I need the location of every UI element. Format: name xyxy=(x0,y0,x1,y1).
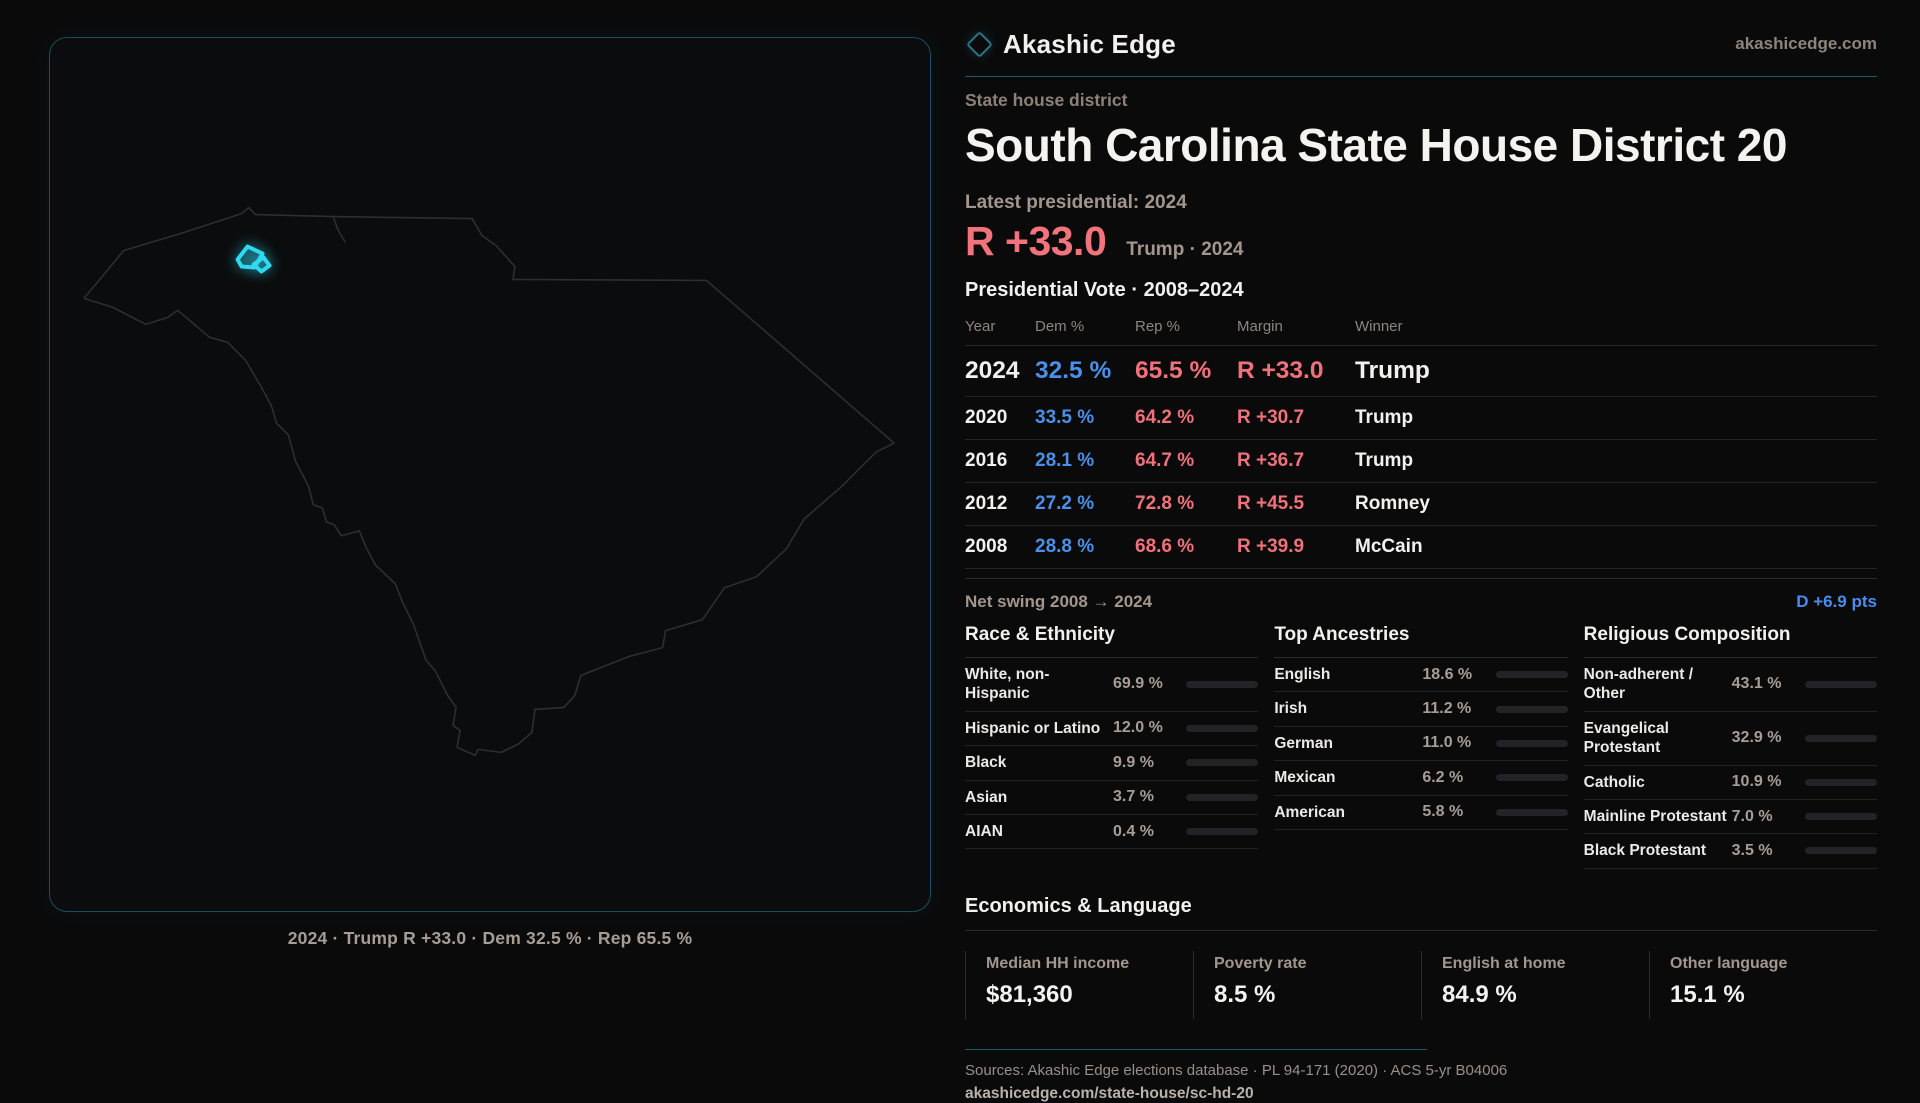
vote-header-cell: Dem % xyxy=(1035,318,1085,335)
state-outline xyxy=(84,208,894,756)
vote-year: 2016 xyxy=(965,450,1008,471)
vote-header-cell: Margin xyxy=(1237,318,1283,335)
vote-rep-pct: 68.6 % xyxy=(1135,536,1195,557)
demographic-bar xyxy=(1805,681,1877,688)
economics-stat xyxy=(1421,951,1649,1019)
demographic-value: 3.7 % xyxy=(1113,788,1154,806)
vote-rep-pct: 64.7 % xyxy=(1135,450,1195,471)
demographic-row xyxy=(1274,761,1567,795)
demographic-bar xyxy=(1496,671,1568,678)
demographic-column-title: Top Ancestries xyxy=(1274,624,1567,658)
demographic-bar xyxy=(1496,740,1568,747)
economics-stat-label: Poverty rate xyxy=(1214,954,1307,972)
south-carolina-map-svg xyxy=(50,38,930,911)
vote-rep-pct: 65.5 % xyxy=(1135,357,1212,384)
vote-year: 2024 xyxy=(965,357,1020,384)
vote-year: 2008 xyxy=(965,536,1008,557)
demographic-label: Black xyxy=(965,754,1007,772)
demographic-label: Black Protestant xyxy=(1583,842,1706,860)
brand-domain-link[interactable]: akashicedge.com xyxy=(1735,34,1877,53)
footer xyxy=(965,1049,1877,1103)
demographic-value: 18.6 % xyxy=(1422,665,1473,683)
demographic-bar xyxy=(1186,794,1258,801)
latest-presidential-label: Latest presidential: 2024 xyxy=(965,192,1187,213)
demographic-row xyxy=(965,781,1258,815)
demographic-value: 43.1 % xyxy=(1731,675,1782,693)
demographic-row xyxy=(965,712,1258,746)
demographic-value: 7.0 % xyxy=(1731,807,1773,825)
vote-table-row xyxy=(965,397,1877,440)
demographic-label: English xyxy=(1274,666,1331,683)
vote-margin: R +30.7 xyxy=(1237,407,1305,428)
demographic-value: 0.4 % xyxy=(1113,822,1154,840)
demographic-bar xyxy=(1186,681,1258,688)
demographic-row xyxy=(1274,796,1567,830)
latest-margin-value: R +33.0 xyxy=(965,218,1107,264)
demographic-row xyxy=(1584,766,1877,800)
demographic-bar xyxy=(1805,779,1877,786)
page-title: South Carolina State House District 20 xyxy=(965,119,1787,171)
demographic-label: American xyxy=(1274,803,1345,821)
demographic-bar xyxy=(1805,735,1877,742)
demographic-value: 12.0 % xyxy=(1113,719,1163,737)
vote-dem-pct: 33.5 % xyxy=(1035,407,1095,428)
vote-table-header xyxy=(965,314,1877,346)
map-panel xyxy=(0,0,931,1080)
economics-stats-row xyxy=(965,951,1877,1019)
vote-year: 2012 xyxy=(965,493,1008,514)
vote-margin: R +39.9 xyxy=(1237,536,1305,557)
demographic-bar xyxy=(1186,828,1258,835)
economics-stat-value: $81,360 xyxy=(986,980,1073,1008)
economics-stat xyxy=(1649,951,1877,1019)
vote-header-cell: Year xyxy=(965,318,996,335)
demographic-column-title: Race & Ethnicity xyxy=(965,624,1258,658)
demographic-row xyxy=(1274,658,1567,692)
presidential-vote-table xyxy=(965,314,1877,579)
district-20-marker xyxy=(238,247,270,272)
vote-winner: McCain xyxy=(1355,536,1423,557)
economics-title: Economics & Language xyxy=(965,895,1877,931)
content-panel xyxy=(965,0,1877,1102)
vote-dem-pct: 28.8 % xyxy=(1035,536,1095,557)
demographic-label: Mainline Protestant xyxy=(1583,807,1727,825)
footer-divider xyxy=(965,1049,1427,1050)
demographic-row xyxy=(1584,658,1877,712)
demographic-column xyxy=(1584,624,1877,869)
demographic-value: 10.9 % xyxy=(1731,773,1782,791)
net-swing-row xyxy=(965,592,1877,612)
vote-dem-pct: 27.2 % xyxy=(1035,493,1095,514)
latest-margin-row xyxy=(965,218,1877,265)
demographic-row xyxy=(965,815,1258,849)
net-swing-label: Net swing 2008 → 2024 xyxy=(965,592,1153,611)
vote-dem-pct: 32.5 % xyxy=(1035,357,1112,384)
demographic-label: Non-adherent / Other xyxy=(1583,666,1694,703)
vote-table-row xyxy=(965,526,1877,569)
vote-table-title: Presidential Vote · 2008–2024 xyxy=(965,279,1244,301)
economics-stat-label: Median HH income xyxy=(986,954,1130,972)
demographic-column-title: Religious Composition xyxy=(1584,624,1877,658)
demographic-row xyxy=(1274,692,1567,726)
demographic-value: 9.9 % xyxy=(1113,753,1154,771)
demographic-label: AIAN xyxy=(965,822,1003,840)
economics-stat xyxy=(1193,951,1421,1019)
demographic-row xyxy=(965,658,1258,712)
district-map xyxy=(49,37,931,912)
demographic-value: 11.2 % xyxy=(1422,700,1472,718)
vote-header-cell: Winner xyxy=(1355,318,1403,335)
demographic-value: 69.9 % xyxy=(1113,675,1163,693)
vote-winner: Trump xyxy=(1355,357,1430,384)
economics-stat-label: Other language xyxy=(1670,954,1788,972)
demographic-bar xyxy=(1496,706,1568,713)
latest-margin-sub: Trump · 2024 xyxy=(1126,239,1244,260)
demographic-row xyxy=(1584,834,1877,868)
demographic-label: German xyxy=(1274,734,1333,752)
vote-margin: R +36.7 xyxy=(1237,450,1305,471)
vote-table-row xyxy=(965,483,1877,526)
demographic-column xyxy=(965,624,1258,869)
header-divider xyxy=(965,76,1877,77)
economics-stat-value: 15.1 % xyxy=(1670,980,1745,1008)
vote-dem-pct: 28.1 % xyxy=(1035,450,1095,471)
vote-margin: R +33.0 xyxy=(1237,357,1324,384)
demographic-column xyxy=(1274,624,1567,869)
sources-text: Sources: Akashic Edge elections database · PL 94-171 (2020) · ACS 5-yr B04006 xyxy=(965,1061,1508,1079)
demographic-label: Mexican xyxy=(1274,769,1336,787)
vote-rep-pct: 72.8 % xyxy=(1135,493,1195,514)
demographic-value: 6.2 % xyxy=(1422,768,1464,786)
eyebrow-label: State house district xyxy=(965,90,1128,110)
demographic-bar xyxy=(1496,809,1568,816)
demographic-label: Irish xyxy=(1274,700,1308,718)
demographic-label: Catholic xyxy=(1583,773,1645,791)
permalink-link[interactable]: akashicedge.com/state-house/sc-hd-20 xyxy=(965,1084,1254,1102)
vote-rep-pct: 64.2 % xyxy=(1135,407,1195,428)
demographic-row xyxy=(1584,800,1877,834)
demographic-row xyxy=(1584,712,1877,766)
demographic-value: 3.5 % xyxy=(1731,841,1773,859)
economics-stat-value: 84.9 % xyxy=(1442,980,1517,1008)
vote-winner: Trump xyxy=(1355,407,1414,428)
vote-header-cell: Rep % xyxy=(1135,318,1181,335)
economics-stat-label: English at home xyxy=(1442,954,1566,972)
demographic-label: Asian xyxy=(965,788,1008,806)
vote-year: 2020 xyxy=(965,407,1008,428)
demographic-value: 5.8 % xyxy=(1422,803,1464,821)
brand-header xyxy=(965,27,1877,61)
demographic-bar xyxy=(1496,774,1568,781)
diamond-icon xyxy=(966,31,993,58)
demographic-value: 11.0 % xyxy=(1422,734,1472,752)
map-caption: 2024 · Trump R +33.0 · Dem 32.5 % · Rep 65.5 % xyxy=(287,928,693,948)
brand-name: Akashic Edge xyxy=(1003,28,1176,59)
vote-winner: Trump xyxy=(1355,450,1414,471)
demographic-bar xyxy=(1186,759,1258,766)
demographic-value: 32.9 % xyxy=(1731,729,1782,747)
demographic-bar xyxy=(1805,813,1877,820)
county-line-segment xyxy=(333,218,345,243)
demographic-row xyxy=(965,746,1258,780)
vote-margin: R +45.5 xyxy=(1237,493,1305,514)
vote-table-row xyxy=(965,440,1877,483)
net-swing-value: D +6.9 pts xyxy=(1796,592,1877,611)
demographic-label: Hispanic or Latino xyxy=(965,719,1101,737)
demographic-row xyxy=(1274,727,1567,761)
vote-table-row xyxy=(965,346,1877,397)
economics-section xyxy=(965,895,1877,1019)
economics-stat-value: 8.5 % xyxy=(1214,980,1276,1008)
demographics-section xyxy=(965,624,1877,869)
economics-stat xyxy=(965,951,1193,1019)
demographic-label: Evangelical Protestant xyxy=(1583,719,1669,757)
demographic-bar xyxy=(1186,725,1258,732)
demographic-bar xyxy=(1805,847,1877,854)
demographic-label: White, non-Hispanic xyxy=(965,666,1050,703)
vote-winner: Romney xyxy=(1355,493,1430,514)
